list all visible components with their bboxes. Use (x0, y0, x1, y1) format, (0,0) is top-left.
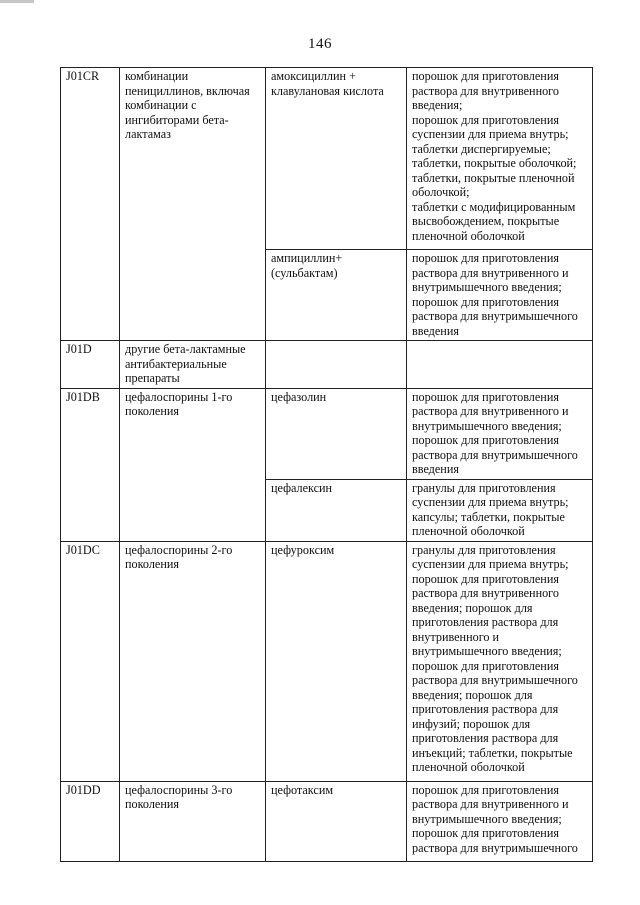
table-row (61, 388, 593, 479)
dosage-forms-cell (407, 68, 593, 250)
dosage-forms-cell (407, 388, 593, 479)
table-row (61, 781, 593, 861)
dosage-form-text: гранулы для приготовления суспензии для приема внутрь; (412, 480, 569, 509)
dosage-form-text: таблетки, покрытые оболочкой; (412, 156, 577, 170)
dosage-form-text: капсулы; таблетки, покрытые пленочной оболочкой (412, 509, 565, 538)
atc-code-cell: J01DC (61, 541, 120, 781)
drug-name-cell: цефуроксим (266, 541, 407, 781)
dosage-form-text: порошок для приготовления раствора для внутривенного и внутримышечного введения; (412, 251, 569, 294)
dosage-forms-cell (407, 781, 593, 861)
dosage-form-text: таблетки, покрытые пленочной оболочкой; (412, 170, 575, 199)
dosage-form-text: порошок для приготовления раствора для внутривенного и внутримышечного введения; (412, 782, 569, 826)
drug-name-cell: ампициллин+ (сульбактам) (266, 250, 407, 341)
dosage-form-text: порошок для приготовления раствора для внутримышечного введения (412, 294, 578, 338)
pharmacological-group-cell: комбинации пенициллинов, включая комбинации с ингибиторами бета-лактамаз (120, 68, 266, 341)
atc-code-cell: J01DB (61, 388, 120, 541)
drug-name-cell (266, 341, 407, 389)
atc-code-cell: J01CR (61, 68, 120, 341)
dosage-forms-cell (407, 479, 593, 541)
pharmacological-group-cell: цефалоспорины 3-го поколения (120, 781, 266, 861)
table-row (61, 68, 593, 250)
drug-name-cell: цефазолин (266, 388, 407, 479)
table-row (61, 341, 593, 389)
pharmacological-group-cell: цефалоспорины 2-го поколения (120, 541, 266, 781)
drug-name-cell: цефалексин (266, 479, 407, 541)
dosage-forms-cell (407, 541, 593, 781)
table-row (61, 541, 593, 781)
dosage-form-text: порошок для приготовления раствора для внутривенного введения; порошок для приготовления раствора для внутривенного и внутримышечного введения; (412, 571, 562, 658)
dosage-form-text: порошок для приготовления раствора для внутримышечного введения (412, 433, 578, 476)
dosage-form-text: порошок для приготовления суспензии для приема внутрь; (412, 112, 569, 141)
drug-name-cell: амоксициллин + клавулановая кислота (266, 68, 407, 250)
dosage-forms-cell (407, 250, 593, 341)
dosage-form-text: порошок для приготовления раствора для внутримышечного введения; порошок для приготовления раствора для инфузий; порошок для приготовления раствора для инъекций; таблетки, покрытые пленочной оболочкой (412, 658, 578, 774)
atc-code-cell: J01D (61, 341, 120, 389)
dosage-form-text: порошок для приготовления раствора для внутримышечного (412, 826, 578, 855)
pharmacological-group-cell: другие бета-лактамные антибактериальные препараты (120, 341, 266, 389)
page-number: 146 (308, 36, 332, 52)
atc-code-cell: J01DD (61, 781, 120, 861)
dosage-form-text: таблетки с модифицированным высвобождением, покрытые пленочной оболочкой (412, 199, 576, 243)
drug-table (60, 67, 593, 862)
scan-corner-mark (0, 0, 34, 3)
drug-name-cell: цефотаксим (266, 781, 407, 861)
drug-table-body (61, 68, 593, 862)
dosage-form-text: таблетки диспергируемые; (412, 141, 551, 156)
pharmacological-group-cell: цефалоспорины 1-го поколения (120, 388, 266, 541)
dosage-forms-cell (407, 341, 593, 389)
dosage-form-text: порошок для приготовления раствора для внутривенного и внутримышечного введения; (412, 389, 569, 433)
dosage-form-text: порошок для приготовления раствора для внутривенного введения; (412, 69, 559, 112)
dosage-form-text: гранулы для приготовления суспензии для приема внутрь; (412, 542, 569, 571)
